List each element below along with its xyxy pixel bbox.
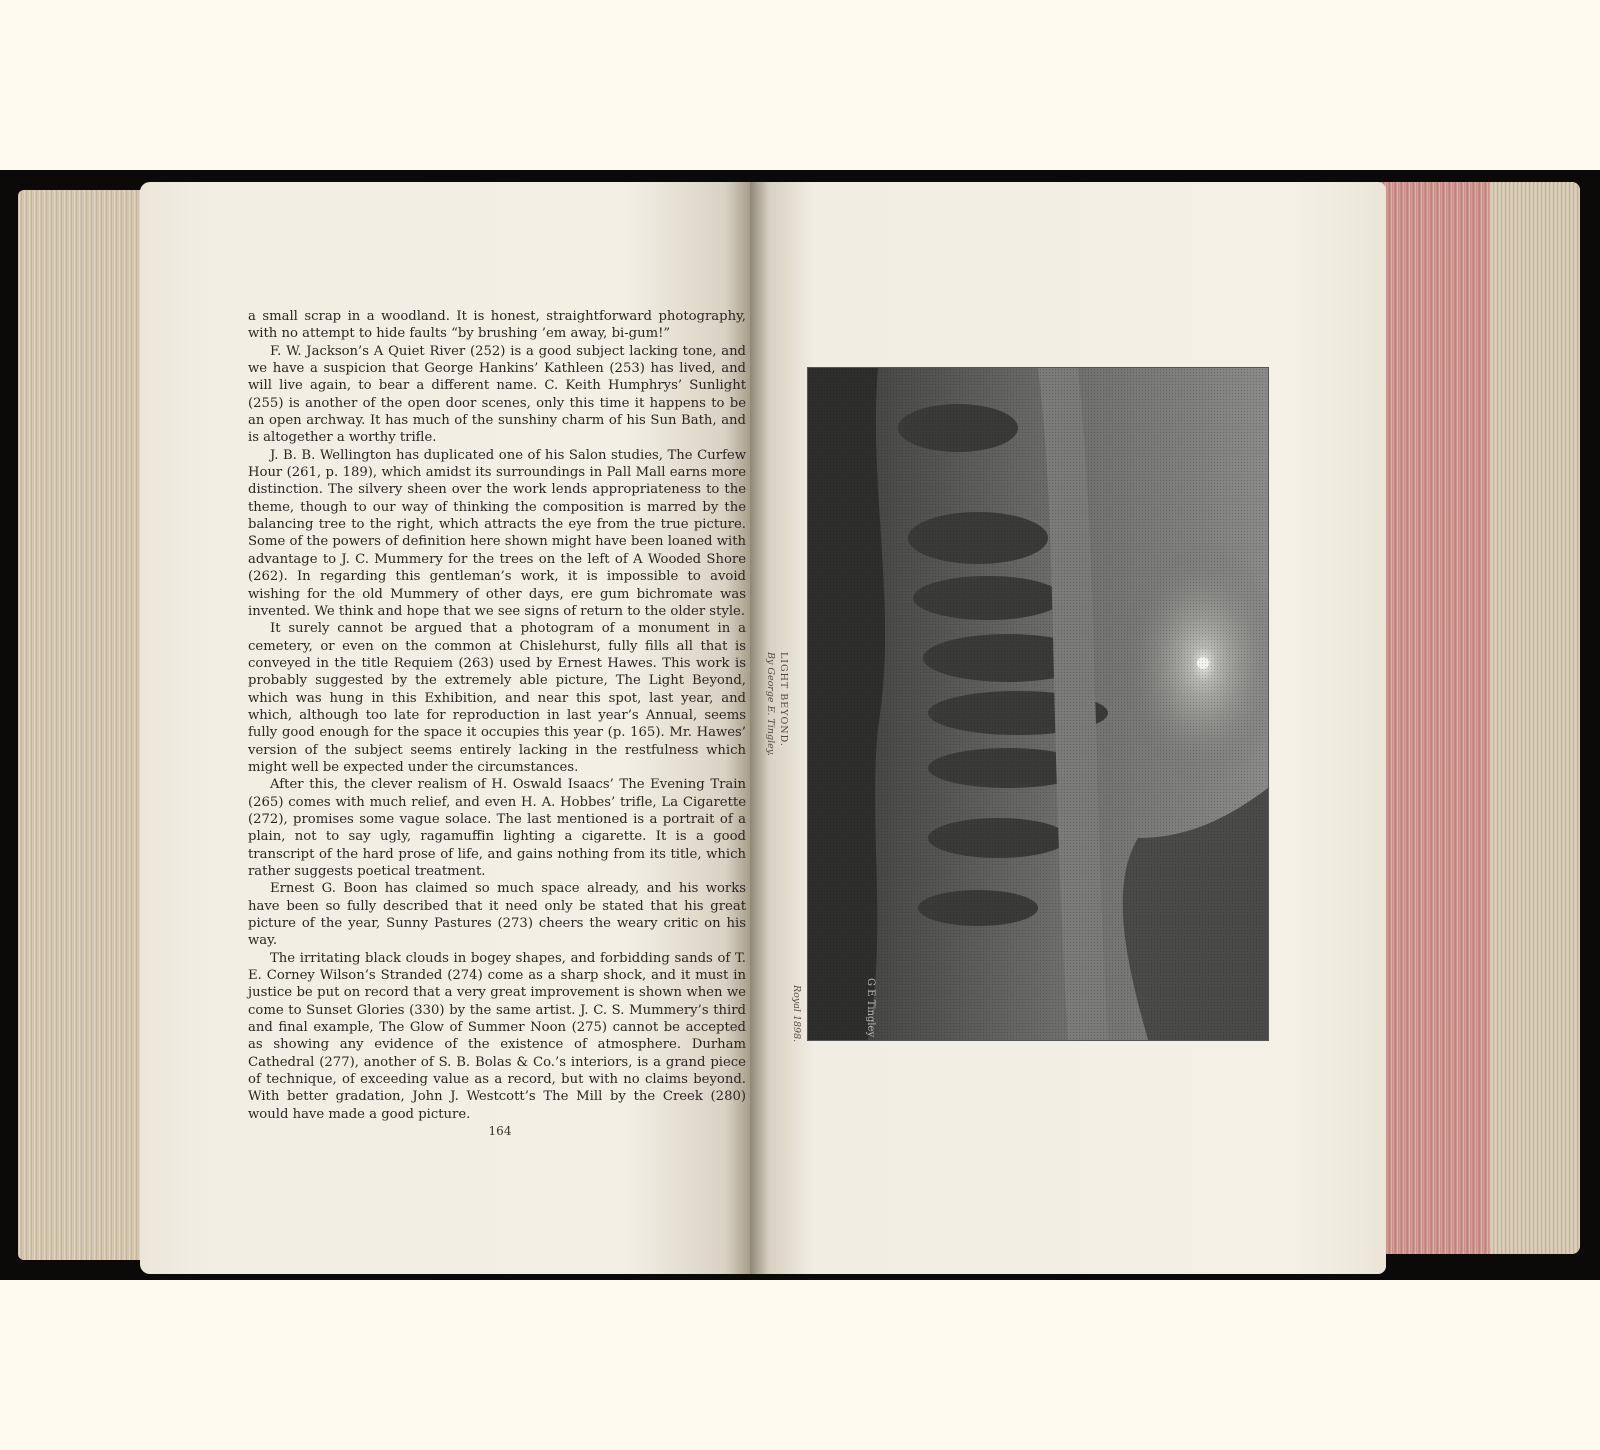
paragraph: J. B. B. Wellington has duplicated one of his Salon studies, The Curfew Hour (261, p. 189), which amidst its surroundings in Pall Mall earns more distinction. The silvery sheen over the work lends appropriateness to the theme, though to our way of thinking the composition is marred by the balancing tree to the right, which attracts the eye from the true picture. Some of the powers of definition here shown might have been loaned with advantage to J. C. Mummery for the trees on the left of A Wooded Shore (262). In regarding this gentleman’s work, it is impossible to avoid wishing for the old Mummery of other days, ere gum bichromate was invented. We think and hope that we see signs of return to the older style. bbox=[248, 447, 746, 619]
paragraph: Ernest G. Boon has claimed so much space already, and his works have been so fully described that it need only be stated that his great picture of the year, Sunny Pastures (273) cheers the weary critic on his way. bbox=[248, 881, 746, 949]
left-page-block-edge bbox=[18, 190, 148, 1260]
paragraph: After this, the clever realism of H. Oswald Isaacs’ The Evening Train (265) comes with much relief, and even H. A. Hobbes’ trifle, La Cigarette (272), promises some vague solace. The last mentioned is a portrait of a plain, not to say ugly, ragamuffin lighting a cigarette. It is a good transcript of the hard prose of life, and gains nothing from its title, which rather suggests poetical treatment. bbox=[248, 777, 746, 879]
plate-caption-title: LIGHT BEYOND. bbox=[778, 652, 789, 747]
page-number: 164 bbox=[488, 1124, 512, 1138]
paragraph: F. W. Jackson’s A Quiet River (252) is a good subject lacking tone, and we have a suspicion that George Hankins’ Kathleen (253) has lived, and will live again, to bear a different name. C. Keith Humphrys’ Sunlight (255) is another of the open door scenes, only this time it happens to be an open archway. It has much of the sunshiny charm of his Sun Bath, and is altogether a worthy trifle. bbox=[248, 343, 746, 446]
paragraph: It surely cannot be argued that a photogram of a monument in a cemetery, or even on the common at Chislehurst, fully fills all that is conveyed in the title Requiem (263) used by Ernest Hawes. This work is probably suggested by the extremely able picture, The Light Beyond, which was hung in this Exhibition, and near this spot, last year, and which, although too late for reproduction in last year’s Annual, seems fully good enough for the space it occupies this year (p. 165). Mr. Hawes’ version of the subject seems entirely lacking in the restfulness which might well be expected under the circumstances. bbox=[248, 621, 746, 775]
plate-caption-year: Royal 1898. bbox=[791, 985, 802, 1043]
photograph-image bbox=[808, 368, 1268, 1040]
paragraph: a small scrap in a woodland. It is honest, straightforward photography, with no attempt to hide faults “by brushing ’em away, bi-gum!” bbox=[248, 309, 746, 342]
photograph-plate bbox=[808, 368, 1268, 1040]
right-page-block-edge bbox=[1380, 182, 1580, 1254]
article-text bbox=[248, 308, 746, 1123]
plate-caption-author: By George E. Tingley. bbox=[765, 652, 776, 756]
plate-caption bbox=[764, 652, 790, 756]
paragraph: The irritating black clouds in bogey shapes, and forbidding sands of T. E. Corney Wilson’s Stranded (274) come as a sharp shock, and it must in justice be put on record that a very great improvement is shown when we come to Sunset Glories (330) by the same artist. J. C. S. Mummery’s third and final example, The Glow of Summer Noon (275) cannot be accepted as showing any evidence of the existence of atmosphere. Durham Cathedral (277), another of S. B. Bolas & Co.’s interiors, is a grand piece of technique, of exceeding value as a record, but with no claims beyond. With better gradation, John J. Westcott’s The Mill by the Creek (280) would have made a good picture. bbox=[248, 950, 746, 1122]
plate-signature: G E Tingley bbox=[865, 978, 876, 1038]
